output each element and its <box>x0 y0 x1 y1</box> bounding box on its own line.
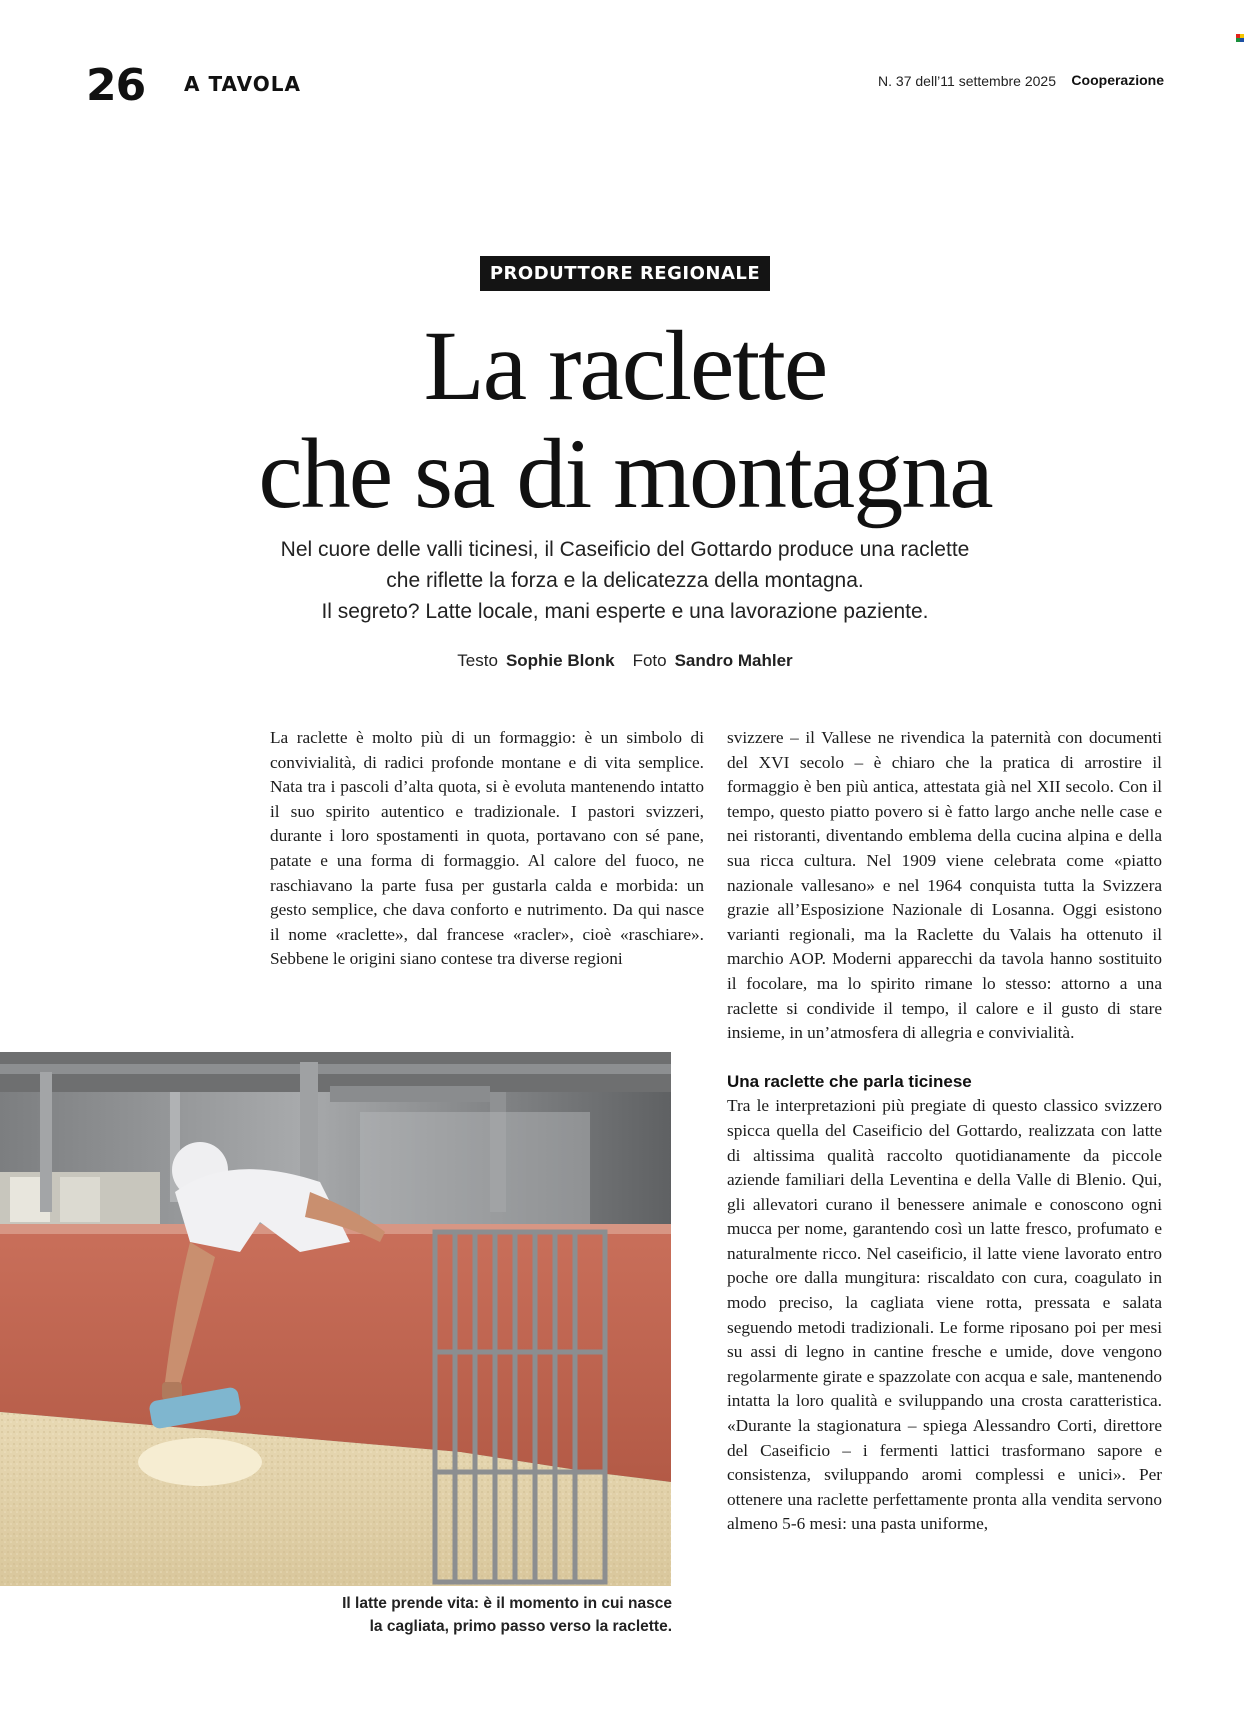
lead-line: che riflette la forza e la delicatezza della montagna. <box>386 569 864 592</box>
text-credit-label: Testo <box>457 651 498 670</box>
issue-date: N. 37 dell’11 settembre 2025 <box>878 73 1056 89</box>
body-paragraph: La raclette è molto più di un formaggio: è un simbolo di convivialità, di radici profonde montane e di vita semplice. Nata tra i pascoli d’alta quota, si è evoluta mantenendo intatto il suo spirito autentico e tradizionale. I pastori svizzeri, durante i loro spostamenti in quota, portavano con sé pane, patate e una forma di formaggio. Al calore del fuoco, ne raschiavano la parte fusa per gustarla calda e morbida: un gesto semplice, che dava conforto e nutrimento. Da qui nasce il nome «raclette», dal francese «racler», cioè «raschiare». Sebbene le origini siano contese tra diverse regioni <box>270 728 704 969</box>
body-paragraph: svizzere – il Vallese ne rivendica la paternità con documenti del XVI secolo – è chiaro che la pratica di arrostire il formaggio è ben più antica, attestata già nel XII secolo. Con il tempo, questo piatto povero si è fatto largo anche nelle case e nei ristoranti, diventando emblema della cucina alpina e della sua ricca cultura. Nel 1909 viene celebrata come «piatto nazionale vallesano» e nel 1964 conquista tutta la Svizzera grazie all’Esposizione Nazionale di Losanna. Oggi esistono varianti regionali, ma la Raclette du Valais ha ottenuto il marchio AOP. Moderni apparecchi da tavola hanno sostituito il focolare, ma lo spirito rimane lo stesso: attorno a una raclette si condivide il tempo, il calore e il gusto di stare insieme, in un’atmosfera di allegria e convivialità. <box>727 728 1162 1043</box>
article-lead <box>0 534 1250 627</box>
title-line: che sa di montagna <box>258 418 992 529</box>
caption-line: Il latte prende vita: è il momento in cui nasce <box>342 1595 672 1612</box>
text-author: Sophie Blonk <box>505 651 615 670</box>
photo-author: Sandro Mahler <box>674 651 793 670</box>
lead-line: Il segreto? Latte locale, mani esperte e una lavorazione paziente. <box>321 600 929 623</box>
photo-credit-label: Foto <box>632 651 667 670</box>
byline <box>0 651 1250 671</box>
body-paragraph: Tra le interpretazioni più pregiate di questo classico svizzero spicca quella del Caseificio del Gottardo, realizzata con latte di altissima qualità raccolto quotidianamente da piccole aziende familiari della Leventina e della Valle di Blenio. Qui, gli allevatori curano il benessere animale e conoscono ogni mucca per nome, garantendo così un latte fresco, profumato e naturalmente ricco. Nel caseificio, il latte viene lavorato entro poche ore dalla mungitura: riscaldato con cura, coagulato in modo preciso, la cagliata viene rotta, pressata e salata seguendo metodi tradizionali. Le forme riposano poi per mesi su assi di legno in cantine fresche e umide, dove vengono regolarmente girate e spazzolate con acqua e sale, mantenendo intatta la loro qualità e sviluppando una crosta caratteristica. «Durante la stagionatura – spiega Alessandro Corti, direttore del Caseificio – i fermenti lattici trasformano sapore e consistenza, sviluppando aromi complessi e unici». Per ottenere una raclette perfettamente pronta alla vendita servono almeno 5-6 mesi: una pasta uniforme, <box>727 1096 1162 1534</box>
title-line: La raclette <box>423 310 827 421</box>
kicker-label: PRODUTTORE REGIONALE <box>480 256 770 291</box>
section-label: A TAVOLA <box>184 72 302 96</box>
color-mark-icon <box>1236 34 1244 42</box>
caption-line: la cagliata, primo passo verso la raclette. <box>369 1618 672 1635</box>
photo-caption <box>280 1592 672 1638</box>
lead-line: Nel cuore delle valli ticinesi, il Caseificio del Gottardo produce una raclette <box>280 538 970 561</box>
kicker <box>0 256 1250 291</box>
body-column-2 <box>727 726 1162 1537</box>
article-photo <box>0 1052 671 1586</box>
subheading: Una raclette che parla ticinese <box>727 1071 972 1091</box>
publication-name: Cooperazione <box>1071 72 1164 88</box>
cheese-vat-photo <box>0 1052 671 1586</box>
article-title <box>0 312 1250 528</box>
body-column-1 <box>270 726 704 972</box>
page-number: 26 <box>86 60 146 111</box>
